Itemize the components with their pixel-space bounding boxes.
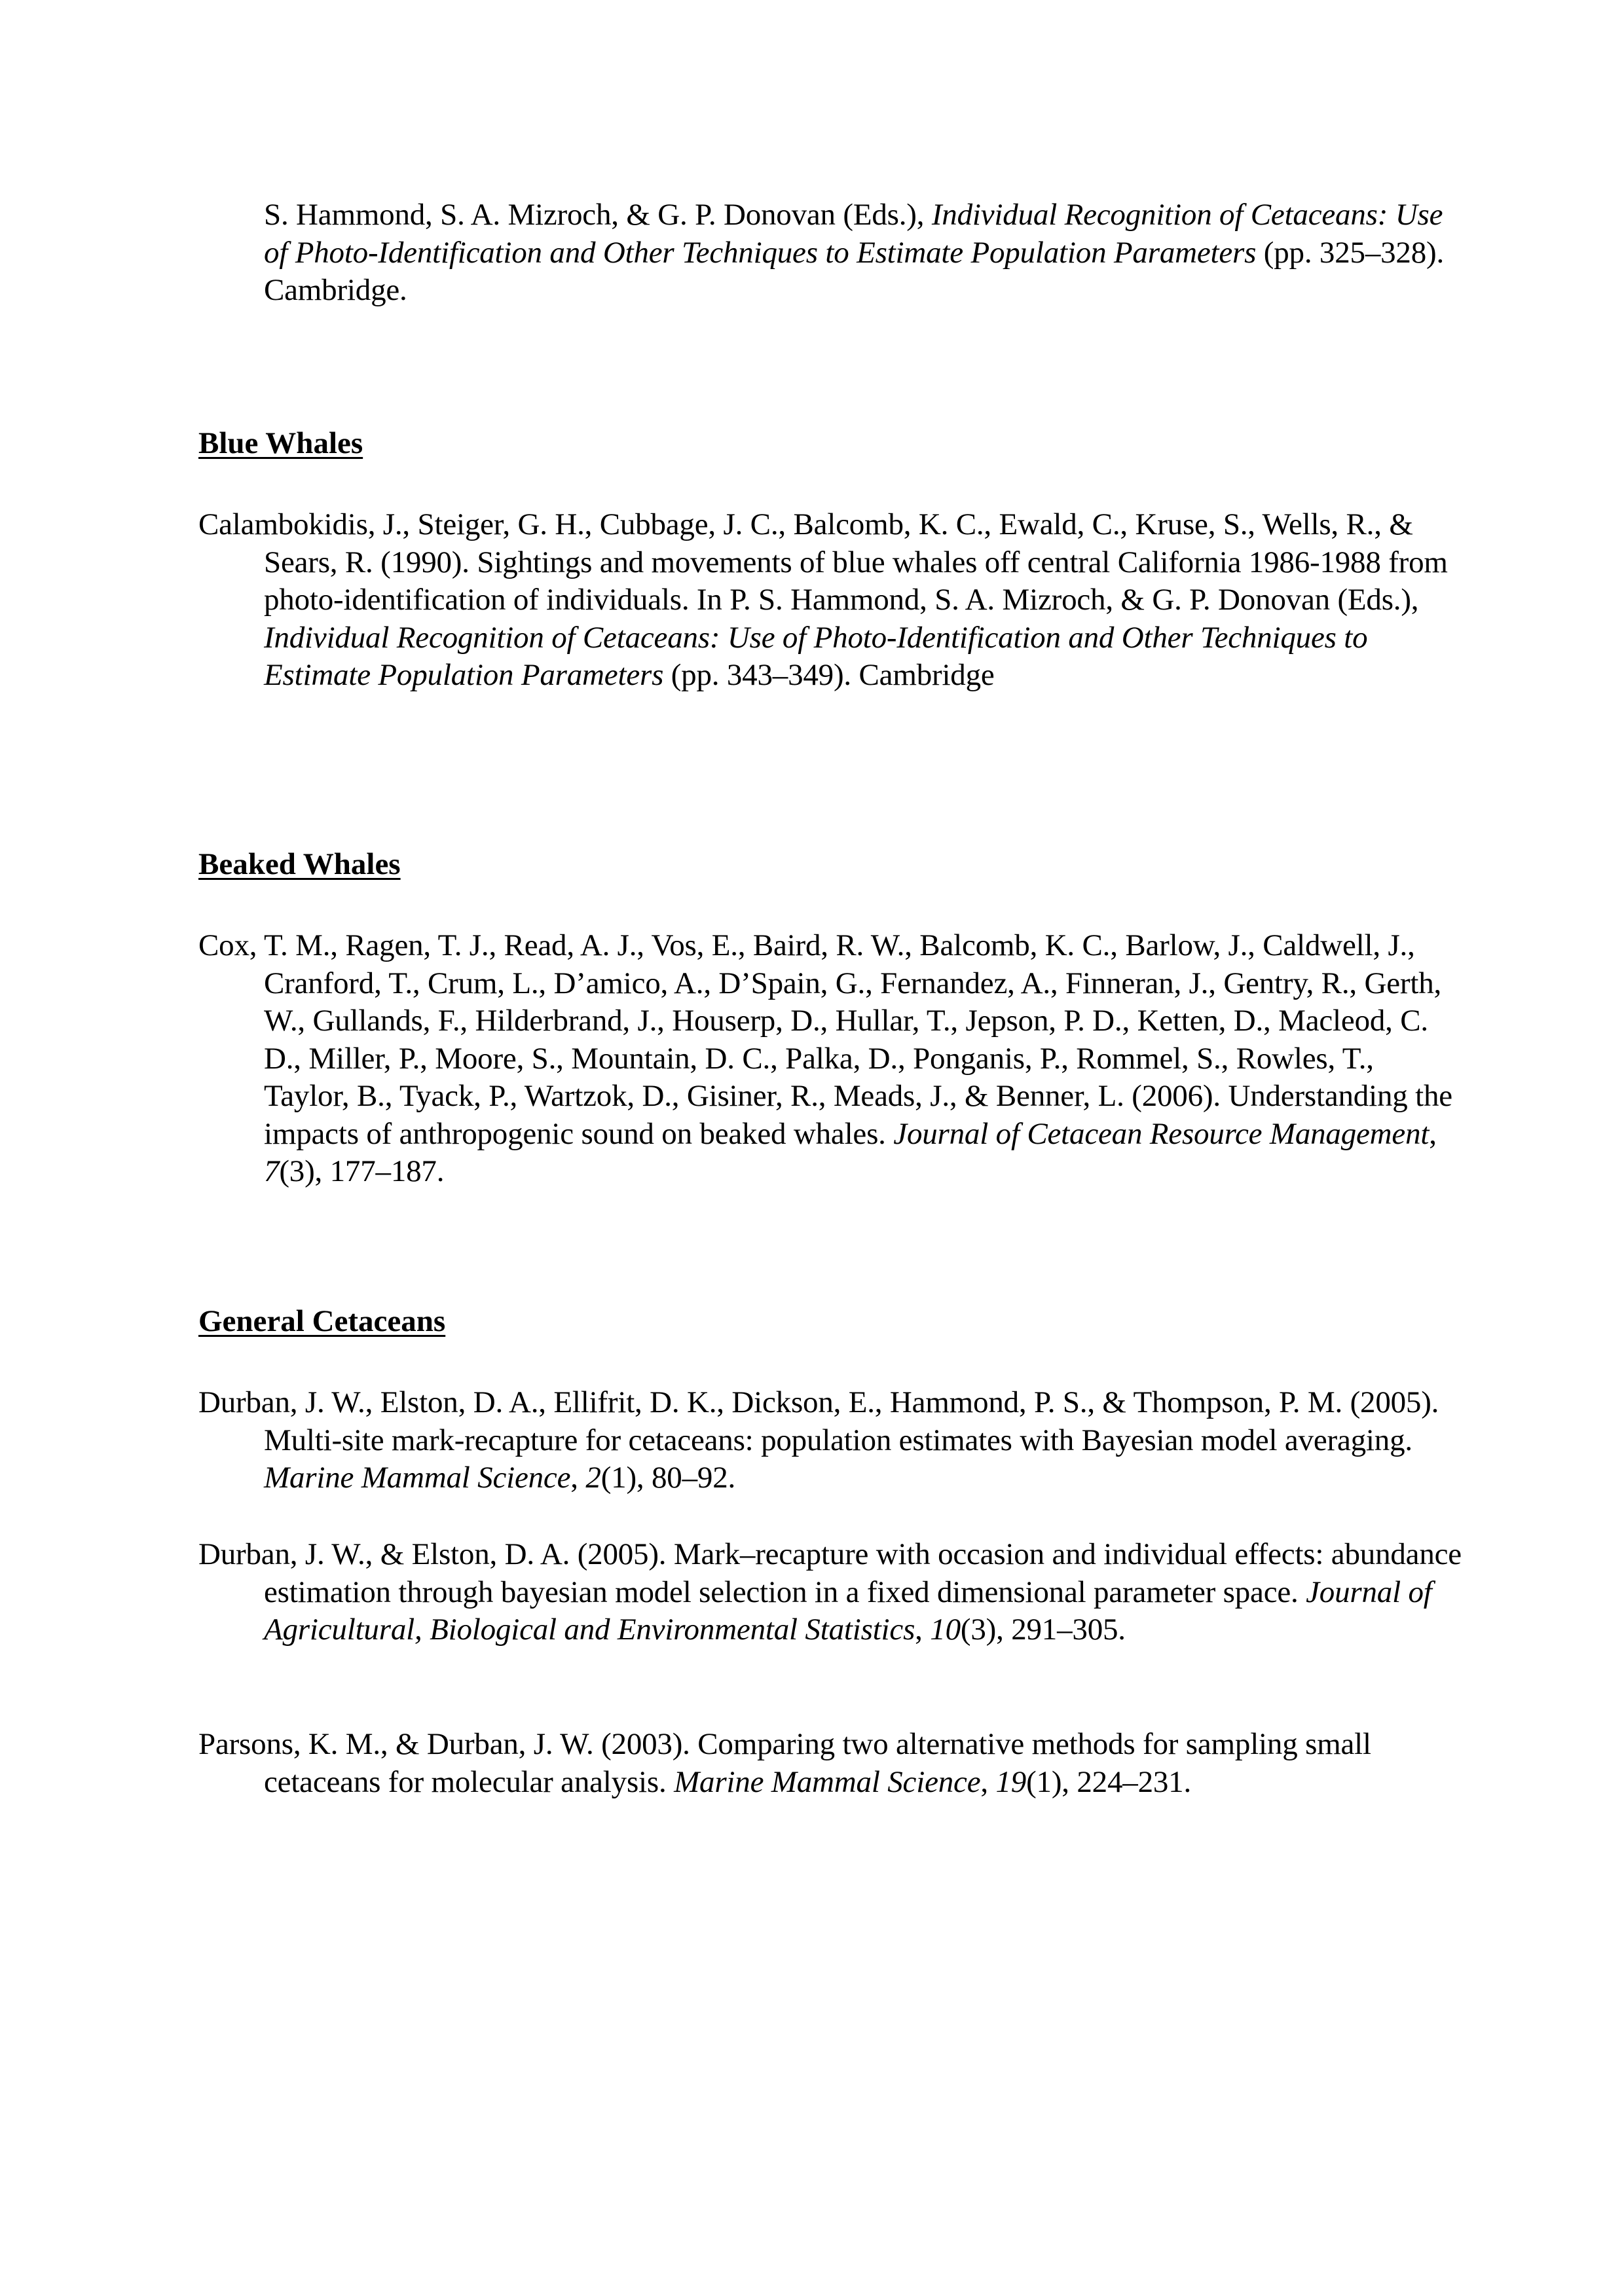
section-heading-blue-whales: Blue Whales: [198, 426, 363, 460]
reference-entry: S. Hammond, S. A. Mizroch, & G. P. Donovan (Eds.), Individual Recognition of Cetaceans: Use of Photo-Identification and Other Techniques to Estimate Population Parameters (pp. 325–328). Cambridge.: [264, 198, 1445, 307]
reference-list-general-cetaceans-2: [198, 1536, 1462, 1649]
reference-entry: Durban, J. W., & Elston, D. A. (2005). Mark–recapture with occasion and individual effects: abundance estimation through bayesian model selection in a fixed dimensional parameter space. Journal of Agricultural, Biological and Environmental Statistics, 10(3), 291–305.: [198, 1537, 1462, 1647]
reference-continuation: [198, 196, 1462, 310]
section-heading-general-cetaceans: General Cetaceans: [198, 1304, 446, 1338]
reference-list-general-cetaceans-3: [198, 1726, 1462, 1801]
reference-list-beaked-whales: [198, 927, 1462, 1191]
reference-entry: Calambokidis, J., Steiger, G. H., Cubbage, J. C., Balcomb, K. C., Ewald, C., Kruse, S., Wells, R., & Sears, R. (1990). Sightings and movements of blue whales off central California 1986-1988 from photo-identification of individuals. In P. S. Hammond, S. A. Mizroch, & G. P. Donovan (Eds.), Individual Recognition of Cetaceans: Use of Photo-Identification and Other Techniques to Estimate Population Parameters (pp. 343–349). Cambridge: [198, 507, 1448, 692]
reference-entry: Durban, J. W., Elston, D. A., Ellifrit, D. K., Dickson, E., Hammond, P. S., & Thompson, P. M. (2005). Multi-site mark-recapture for cetaceans: population estimates with Bayesian model averaging. Marine Mammal Science, 2(1), 80–92.: [198, 1385, 1439, 1495]
reference-entry: Cox, T. M., Ragen, T. J., Read, A. J., Vos, E., Baird, R. W., Balcomb, K. C., Barlow, J., Caldwell, J., Cranford, T., Crum, L., D’amico, A., D’Spain, G., Fernandez, A., Finneran, J., Gentry, R., Gerth, W., Gullands, F., Hilderbrand, J., Houserp, D., Hullar, T., Jepson, P. D., Ketten, D., Macleod, C. D., Miller, P., Moore, S., Mountain, D. C., Palka, D., Ponganis, P., Rommel, S., Rowles, T., Taylor, B., Tyack, P., Wartzok, D., Gisiner, R., Meads, J., & Benner, L. (2006). Understanding the impacts of anthropogenic sound on beaked whales. Journal of Cetacean Resource Management, 7(3), 177–187.: [198, 928, 1452, 1188]
reference-entry: Parsons, K. M., & Durban, J. W. (2003). Comparing two alternative methods for sampling small cetaceans for molecular analysis. Marine Mammal Science, 19(1), 224–231.: [198, 1727, 1371, 1799]
reference-list-blue-whales: [198, 506, 1462, 695]
reference-list-general-cetaceans: [198, 1384, 1462, 1497]
section-heading-beaked-whales: Beaked Whales: [198, 847, 401, 881]
